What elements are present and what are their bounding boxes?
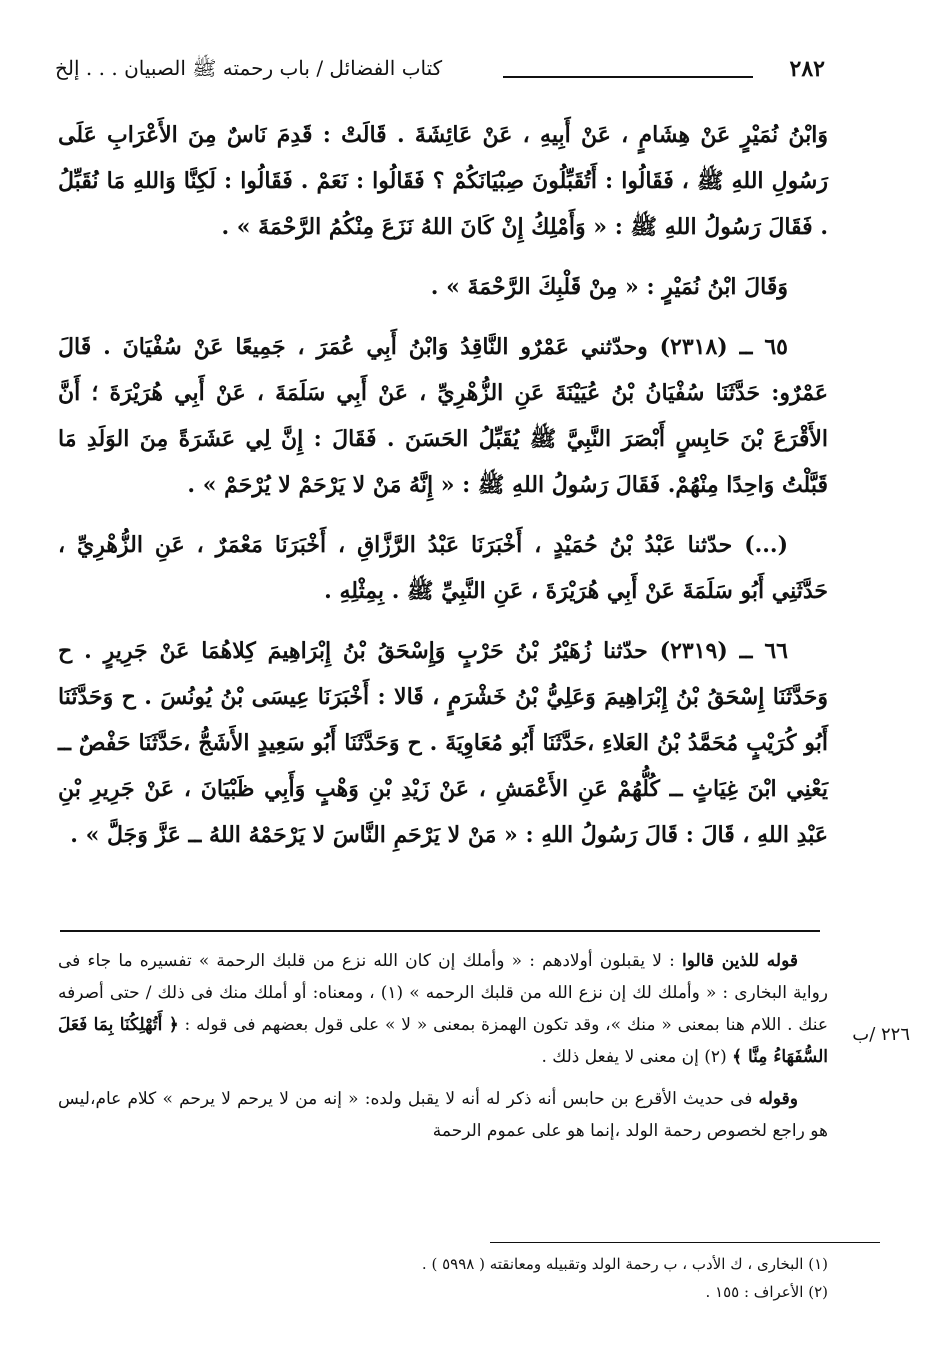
- hadith-paragraph: وَابْنُ نُمَيْرٍ عَنْ هِشَامٍ ، عَنْ أَبِيهِ ، عَنْ عَائِشَةَ . قَالَتْ : قَدِمَ نَاسٌ مِنَ الأَعْرَابِ عَلَى رَسُولِ اللهِ ﷺ ، فَقَالُوا : أَتُقَبِّلُونَ صِبْيَانَكُمْ ؟ فَقَالُوا : نَعَمْ . فَقَالُوا : لَكِنَّا وَاللهِ مَا نُقَبِّلُ . فَقَالَ رَسُولُ اللهِ ﷺ : « وَأَمْلِكُ إِنْ كَانَ اللهُ نَزَعَ مِنْكُمُ الرَّحْمَةَ » .: [58, 122, 828, 240]
- footnote: (١) البخارى ، ك الأدب ، ب رحمة الولد وتقبيله ومعانقته ( ٥٩٩٨ ) .: [421, 1255, 828, 1273]
- footnotes-separator: [490, 1242, 880, 1243]
- hadith-paragraph: (...) حدّثنا عَبْدُ بْنُ حُمَيْدٍ ، أَخْبَرَنَا عَبْدُ الرَّزَّاقِ ، أَخْبَرَنَا مَعْمَرٌ ، عَنِ الزُّهْرِيِّ ، حَدَّثَنِي أَبُو سَلَمَةَ عَنْ أَبِي هُرَيْرَةَ ، عَنِ النَّبِيِّ ﷺ . بِمِثْلِهِ .: [58, 532, 828, 604]
- margin-folio-note: ٢٢٦ /ب: [852, 1024, 910, 1045]
- running-title: كتاب الفضائل / باب رحمته ﷺ الصبيان . . . إلخ: [55, 56, 443, 80]
- commentary-paragraph: [58, 1083, 828, 1147]
- header-rule: [503, 76, 753, 78]
- hadith-paragraph: وَقَالَ ابْنُ نُمَيْرٍ : « مِنْ قَلْبِكَ الرَّحْمَةَ » .: [430, 274, 788, 300]
- page-header: [55, 52, 825, 92]
- page-number: ٢٨٢: [789, 56, 825, 82]
- hadith-text: [58, 112, 828, 872]
- quran-verse: ﴿ أَتُهْلِكُنَا بِمَا فَعَلَ السُّفَهَاءُ مِنَّا ﴾: [58, 1015, 828, 1067]
- commentary-lead: قوله للذين قالوا: [682, 951, 798, 971]
- commentary-paragraph: [58, 945, 828, 1073]
- hadith-paragraph: ٦٥ ــ (٢٣١٨) وحدّثني عَمْرٌو النَّاقِدُ وَابْنُ أَبِي عُمَرَ ، جَمِيعًا عَنْ سُفْيَانَ . قَالَ عَمْرٌو: حَدَّثَنَا سُفْيَانُ بْنُ عُيَيْنَةَ عَنِ الزُّهْرِيِّ ، عَنْ أَبِي سَلَمَةَ ، عَنْ أَبِي هُرَيْرَةَ ؛ أَنَّ الأَقْرَعَ بْنَ حَابِسٍ أَبْصَرَ النَّبِيَّ ﷺ يُقَبِّلُ الحَسَنَ . فَقَالَ : إِنَّ لِي عَشَرَةً مِنَ الوَلَدِ مَا قَبَّلْتُ وَاحِدًا مِنْهُمْ. فَقَالَ رَسُولُ اللهِ ﷺ : « إِنَّهُ مَنْ لا يَرْحَمْ لا يُرْحَمْ » .: [58, 334, 828, 498]
- commentary: [58, 945, 828, 1157]
- commentary-separator: [60, 930, 820, 932]
- hadith-paragraph: ٦٦ ــ (٢٣١٩) حدّثنا زُهَيْرُ بْنُ حَرْبٍ وَإِسْحَقُ بْنُ إِبْرَاهِيمَ كِلاهُمَا عَنْ جَرِيرٍ . ح وَحَدَّثَنَا إِسْحَقُ بْنُ إِبْرَاهِيمَ وَعَلِيُّ بْنُ خَشْرَمٍ ، قَالا : أَخْبَرَنَا عِيسَى بْنُ يُونُسَ . ح وَحَدَّثَنَا أَبُو كُرَيْبٍ مُحَمَّدُ بْنُ العَلاءِ ،حَدَّثَنَا أَبُو مُعَاوِيَةَ . ح وَحَدَّثَنَا أَبُو سَعِيدٍ الأَشَجُّ ،حَدَّثَنَا حَفْصٌ ــ يَعْنِي ابْنَ غِيَاثٍ ــ كُلُّهُمْ عَنِ الأَعْمَشِ ، عَنْ زَيْدِ بْنِ وَهْبٍ وَأَبِي ظَبْيَانَ ، عَنْ جَرِيرِ بْنِ عَبْدِ اللهِ ، قَالَ : قَالَ رَسُولُ اللهِ : « مَنْ لا يَرْحَمِ النَّاسَ لا يَرْحَمْهُ اللهُ ــ عَزَّ وَجَلَّ » .: [58, 638, 828, 848]
- footnote: (٢) الأعراف : ١٥٥ .: [705, 1283, 828, 1301]
- commentary-text: (٢) إن معنى لا يفعل ذلك .: [541, 1047, 727, 1067]
- commentary-text: : لا يقبلون أولادهم : « وأملك إن كان الله نزع من قلبك الرحمة » تفسيره ما جاء فى رواية البخارى : « وأملك لك إن نزع الله من قلبك الرحمه » (١) ، ومعناه: أو أملك منك فى ذلك / حتى أصرفه عنك . اللام هنا بمعنى « منك »، وقد تكون الهمزة بمعنى « لا » على قول بعضهم فى قوله :: [58, 951, 828, 1035]
- commentary-text: فى حديث الأقرع بن حابس أنه ذكر له أنه لا يقبل ولده: « إنه من لا يرحم لا يرحم » كلام عام،ليس هو راجع لخصوص رحمة الولد ،إنما هو على عموم الرحمة: [58, 1089, 828, 1141]
- footnotes: [58, 1250, 828, 1306]
- commentary-lead: وقوله: [758, 1089, 798, 1109]
